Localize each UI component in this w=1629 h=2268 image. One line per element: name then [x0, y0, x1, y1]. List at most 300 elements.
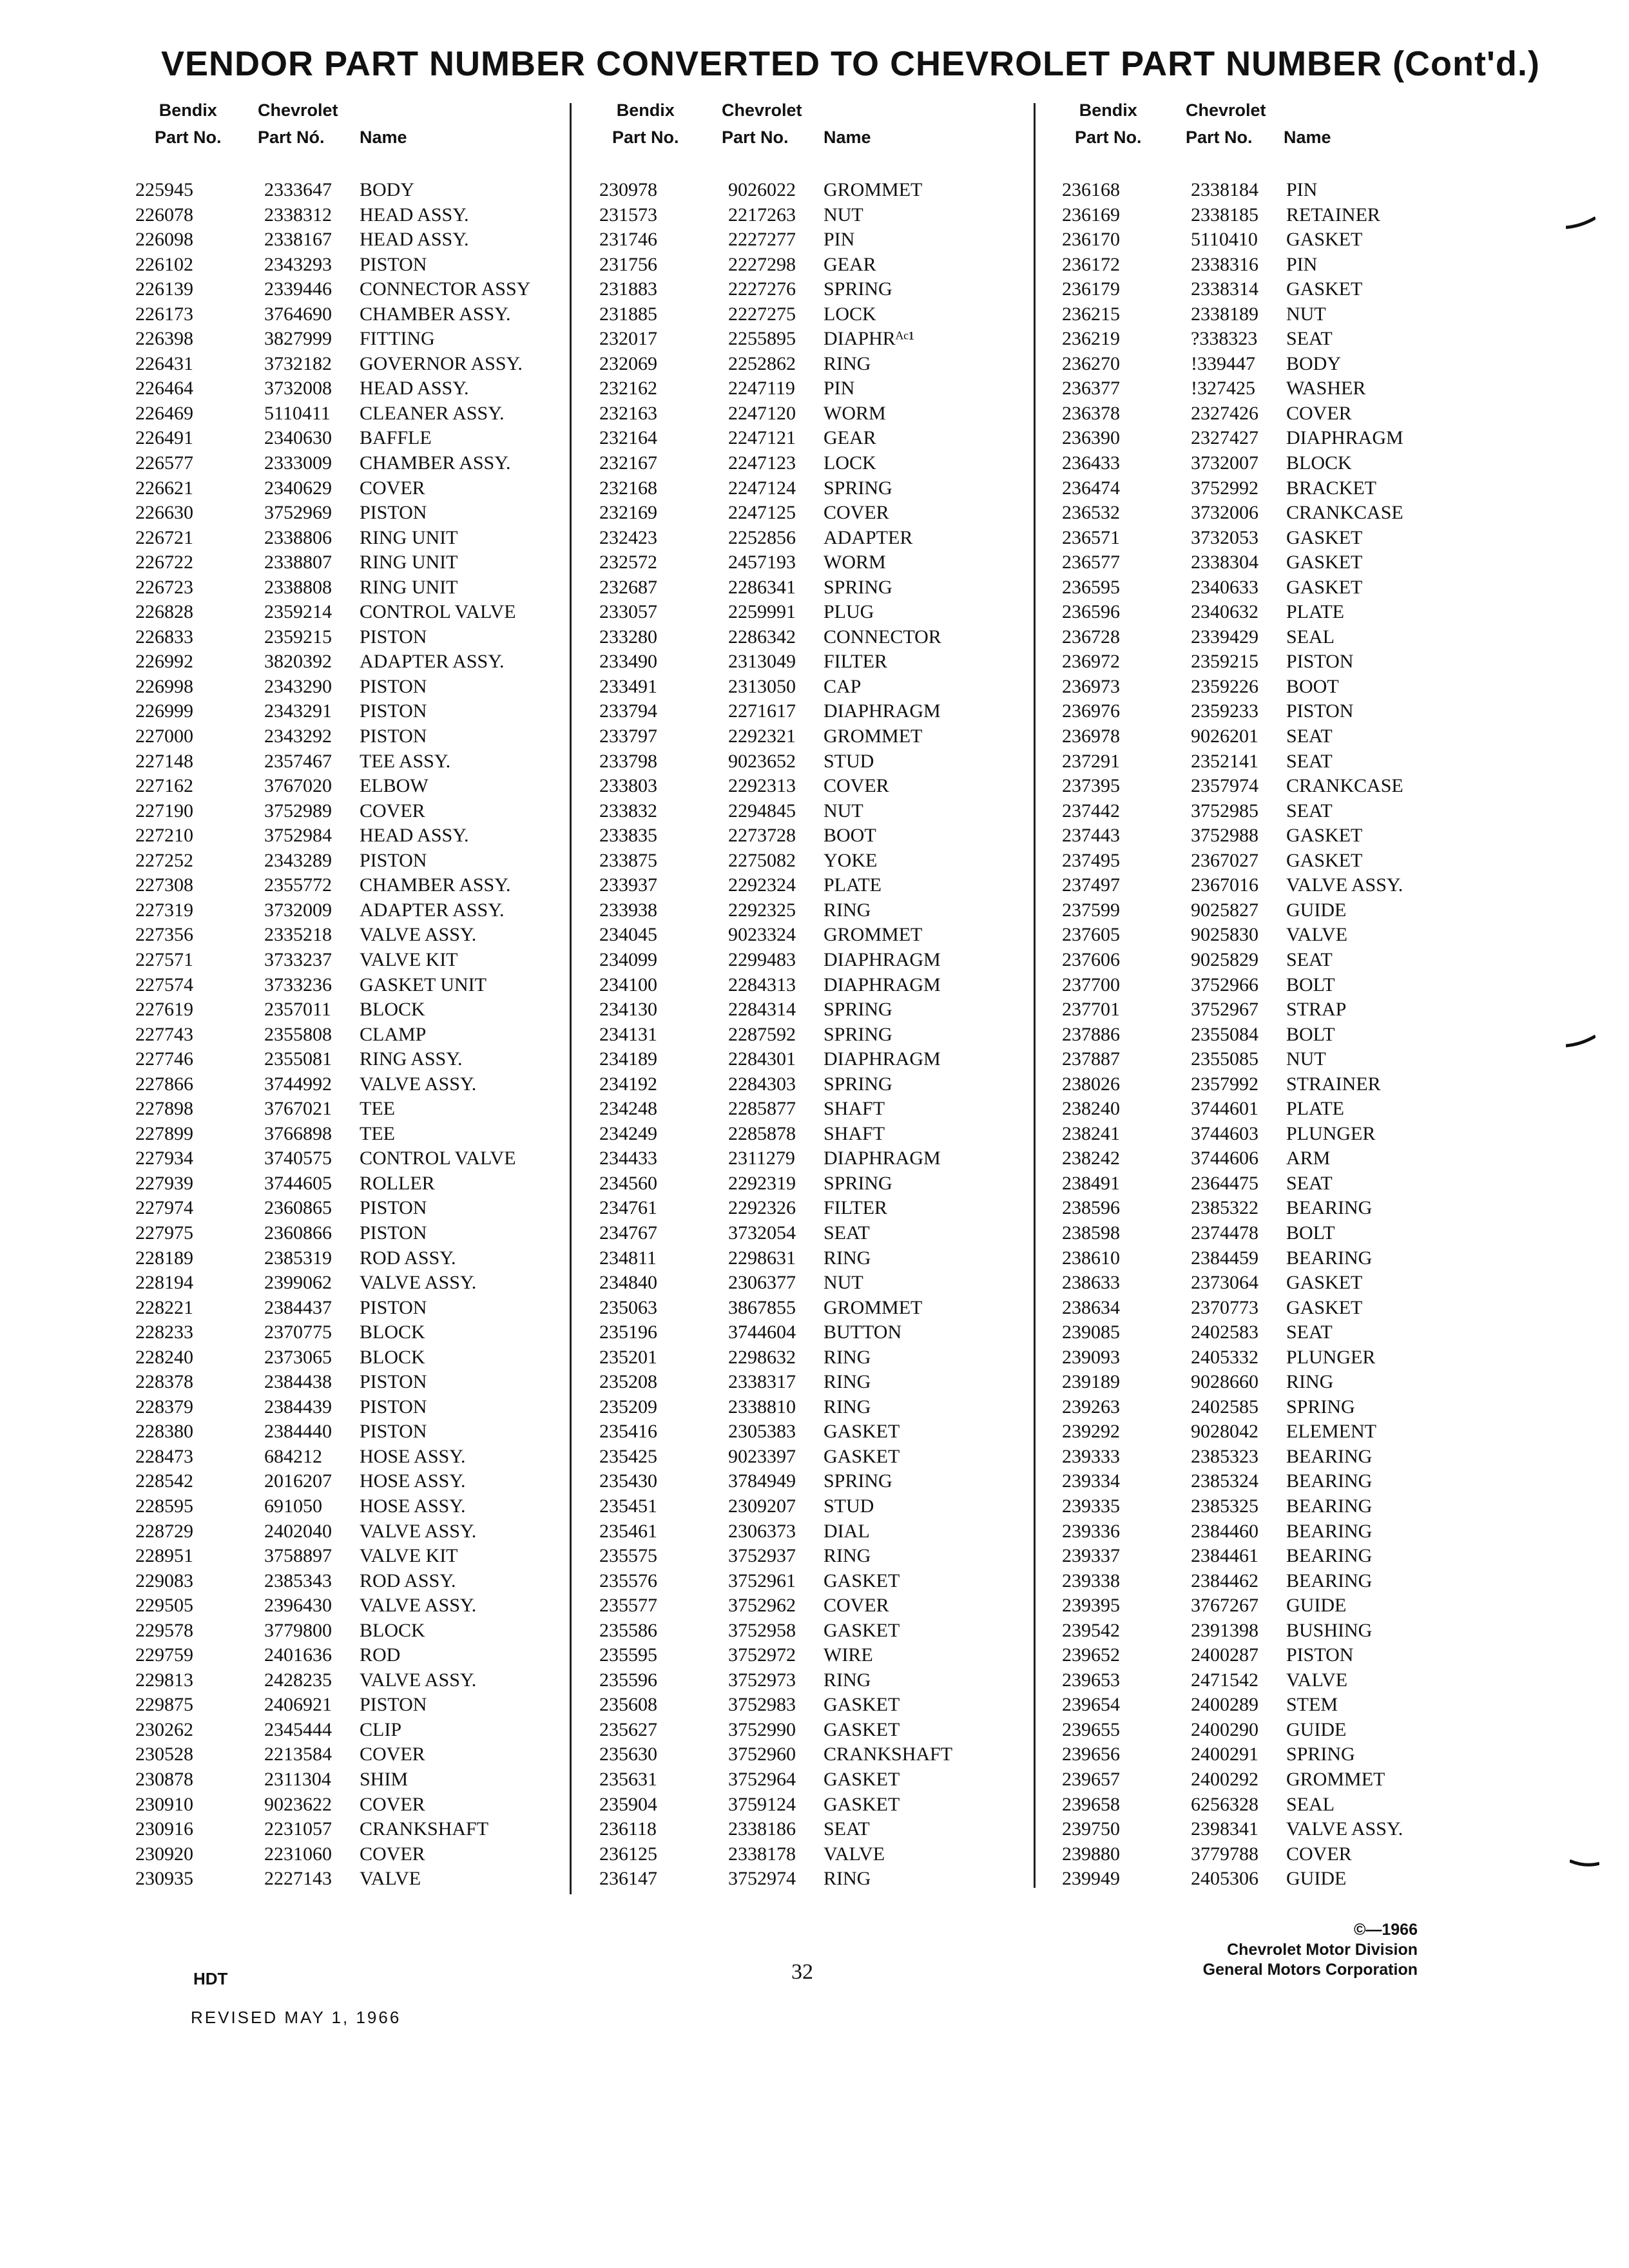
chevrolet-part-number: 2399062: [264, 1272, 332, 1294]
table-row: [1062, 327, 1513, 352]
chevrolet-part-number: 2400292: [1191, 1769, 1258, 1790]
chevrolet-part-number: 2355772: [264, 874, 332, 896]
part-name: BODY: [1286, 352, 1342, 374]
chevrolet-part-number: 2273728: [728, 825, 796, 847]
table-row: [1062, 1221, 1513, 1246]
chevrolet-header-line2: Part No.: [722, 128, 789, 147]
table-row: [1062, 277, 1513, 302]
part-name: BOOT: [824, 825, 876, 847]
part-name: GASKET UNIT: [360, 974, 487, 995]
copyright-year: ©—1966: [1353, 1921, 1418, 1939]
bendix-part-number: 233798: [599, 750, 657, 772]
chevrolet-part-number: 2285877: [728, 1098, 796, 1120]
chevrolet-part-number: 3733236: [264, 974, 332, 995]
table-row: [135, 948, 586, 973]
bendix-part-number: 236571: [1062, 526, 1120, 548]
bendix-part-number: 227308: [135, 874, 193, 896]
part-name: DIAPHRᴬᶜ¹: [824, 328, 915, 350]
part-name: CRANKCASE: [1286, 502, 1403, 524]
part-name: SEAT: [1286, 1321, 1333, 1343]
part-name: COVER: [360, 1744, 425, 1765]
table-row: [599, 1196, 1050, 1221]
table-row: [135, 1569, 586, 1594]
bendix-part-number: 226078: [135, 204, 193, 226]
part-name: PLATE: [1286, 601, 1344, 623]
chevrolet-part-number: 2370773: [1191, 1296, 1258, 1318]
bendix-part-header: [612, 97, 679, 151]
part-name: CRANKSHAFT: [824, 1744, 953, 1765]
bendix-part-number: 236377: [1062, 378, 1120, 399]
chevrolet-part-number: 2338314: [1191, 278, 1258, 300]
part-name: SEAT: [1286, 726, 1333, 747]
chevrolet-part-number: 2252862: [728, 352, 796, 374]
chevrolet-part-number: 3744992: [264, 1073, 332, 1095]
bendix-part-number: 234131: [599, 1023, 657, 1045]
table-row: [599, 1619, 1050, 1644]
bendix-part-number: 239189: [1062, 1371, 1120, 1393]
chevrolet-part-number: 2231060: [264, 1843, 332, 1865]
bendix-part-number: 237605: [1062, 924, 1120, 946]
part-name: SPRING: [824, 1073, 892, 1095]
chevrolet-part-number: 3752969: [264, 502, 332, 524]
table-row: [599, 1544, 1050, 1569]
chevrolet-part-number: 6256328: [1191, 1793, 1258, 1815]
chevrolet-part-number: 3732009: [264, 899, 332, 921]
table-row: [135, 203, 586, 228]
name-header: Name: [360, 128, 407, 147]
table-row: [599, 1171, 1050, 1196]
chevrolet-part-number: 2271617: [728, 700, 796, 722]
bendix-part-number: 235576: [599, 1570, 657, 1591]
part-name: VALVE KIT: [360, 1545, 458, 1567]
bendix-part-number: 239949: [1062, 1868, 1120, 1890]
part-name: PIN: [1286, 179, 1318, 200]
chevrolet-part-number: 3752974: [728, 1868, 796, 1890]
chevrolet-part-number: 2398341: [1191, 1818, 1258, 1840]
part-name: VALVE ASSY.: [360, 1272, 477, 1294]
chevrolet-part-number: 2255895: [728, 328, 796, 350]
chevrolet-part-number: 2259991: [728, 601, 796, 623]
table-row: [1062, 476, 1513, 501]
chevrolet-part-number: 2016207: [264, 1470, 332, 1492]
part-name: BOLT: [1286, 1222, 1335, 1244]
part-name: ADAPTER ASSY.: [360, 651, 505, 673]
chevrolet-part-number: 2355084: [1191, 1023, 1258, 1045]
bendix-part-number: 233937: [599, 874, 657, 896]
part-name: STUD: [824, 750, 874, 772]
bendix-part-number: 226828: [135, 601, 193, 623]
bendix-part-number: 228380: [135, 1421, 193, 1443]
chevrolet-part-number: 3752964: [728, 1769, 796, 1790]
table-row: [599, 501, 1050, 526]
bendix-part-number: 226491: [135, 427, 193, 449]
bendix-part-number: 230528: [135, 1744, 193, 1765]
part-name: GASKET: [1286, 526, 1363, 548]
part-name: SPRING: [824, 576, 892, 598]
bendix-part-number: 226102: [135, 253, 193, 275]
bendix-part-number: 236219: [1062, 328, 1120, 350]
bendix-part-number: 238610: [1062, 1247, 1120, 1269]
part-name: RETAINER: [1286, 204, 1380, 226]
table-row: [599, 649, 1050, 675]
part-name: RING: [824, 1371, 871, 1393]
bendix-part-number: 238634: [1062, 1296, 1120, 1318]
part-name: STRAINER: [1286, 1073, 1381, 1095]
bendix-part-number: 236390: [1062, 427, 1120, 449]
bendix-part-number: 236532: [1062, 502, 1120, 524]
bendix-part-number: 239085: [1062, 1321, 1120, 1343]
chevrolet-part-number: 2306377: [728, 1272, 796, 1294]
table-row: [1062, 1792, 1513, 1818]
bendix-part-number: 238242: [1062, 1148, 1120, 1169]
part-name: ROD: [360, 1644, 401, 1666]
bendix-part-number: 234130: [599, 999, 657, 1021]
bendix-part-number: 228233: [135, 1321, 193, 1343]
table-row: [599, 1693, 1050, 1718]
table-row: [1062, 625, 1513, 650]
chevrolet-part-number: 2287592: [728, 1023, 796, 1045]
bendix-part-number: 234811: [599, 1247, 657, 1269]
table-row: [135, 973, 586, 998]
part-name: PISTON: [360, 1296, 427, 1318]
chevrolet-part-number: 3766898: [264, 1122, 332, 1144]
chevrolet-part-number: 2340629: [264, 477, 332, 499]
table-row: [135, 526, 586, 551]
bendix-part-number: 228240: [135, 1346, 193, 1368]
bendix-part-number: 227356: [135, 924, 193, 946]
chevrolet-part-number: 2247119: [728, 378, 795, 399]
part-name: GASKET: [824, 1793, 900, 1815]
table-row: [599, 1767, 1050, 1792]
part-name: RING: [1286, 1371, 1334, 1393]
part-name: GROMMET: [1286, 1769, 1385, 1790]
part-name: PLUNGER: [1286, 1122, 1376, 1144]
part-name: GASKET: [1286, 1272, 1363, 1294]
chevrolet-part-number: 3752967: [1191, 999, 1258, 1021]
bendix-part-number: 236978: [1062, 726, 1120, 747]
part-name: PIN: [824, 229, 855, 251]
chevrolet-part-number: 2292321: [728, 726, 796, 747]
part-name: PISTON: [360, 502, 427, 524]
table-row: [599, 1494, 1050, 1519]
table-row: [599, 774, 1050, 799]
chevrolet-part-number: 9023622: [264, 1793, 332, 1815]
chevrolet-part-number: 2313050: [728, 675, 796, 697]
bendix-part-number: 236595: [1062, 576, 1120, 598]
part-name: VALVE ASSY.: [1286, 874, 1403, 896]
part-name: VALVE ASSY.: [360, 1595, 477, 1617]
table-row: [599, 401, 1050, 427]
table-row: [599, 849, 1050, 874]
chevrolet-part-number: 2338317: [728, 1371, 796, 1393]
chevrolet-part-number: 3767021: [264, 1098, 332, 1120]
part-name: DIAPHRAGM: [824, 1148, 941, 1169]
table-row: [1062, 203, 1513, 228]
table-row: [1062, 724, 1513, 749]
table-row: [135, 823, 586, 849]
bendix-part-number: 239653: [1062, 1669, 1120, 1691]
table-row: [135, 1445, 586, 1470]
bendix-part-number: 233280: [599, 626, 657, 648]
bendix-part-number: 235631: [599, 1769, 657, 1790]
part-name: BOOT: [1286, 675, 1339, 697]
table-row: [1062, 1593, 1513, 1619]
chevrolet-header-line1: Chevrolet: [258, 101, 338, 120]
bendix-part-number: 232167: [599, 452, 657, 474]
bendix-part-number: 227619: [135, 999, 193, 1021]
table-row: [135, 1395, 586, 1420]
bendix-part-number: 233938: [599, 899, 657, 921]
bendix-part-number: 226723: [135, 576, 193, 598]
bendix-part-number: 227000: [135, 726, 193, 747]
table-row: [1062, 675, 1513, 700]
chevrolet-part-number: 3732008: [264, 378, 332, 399]
table-row: [599, 1817, 1050, 1842]
table-row: [135, 1842, 586, 1867]
part-name: BUSHING: [1286, 1619, 1373, 1641]
part-name: BLOCK: [360, 1321, 425, 1343]
revision-date: REVISED MAY 1, 1966: [191, 2008, 401, 2027]
part-name: SPRING: [1286, 1744, 1355, 1765]
part-name: PIN: [1286, 253, 1318, 275]
table-row: [599, 675, 1050, 700]
table-row: [135, 675, 586, 700]
table-row: [599, 923, 1050, 948]
chevrolet-part-number: 3779788: [1191, 1843, 1258, 1865]
chevrolet-part-number: 3752990: [728, 1718, 796, 1740]
part-name: VALVE ASSY.: [360, 1073, 477, 1095]
chevrolet-part-number: 2340632: [1191, 601, 1258, 623]
part-name: VALVE: [1286, 924, 1348, 946]
bendix-part-number: 234248: [599, 1098, 657, 1120]
bendix-part-number: 227252: [135, 849, 193, 871]
table-row: [1062, 873, 1513, 898]
table-row: [599, 1469, 1050, 1494]
chevrolet-part-number: 2384438: [264, 1371, 332, 1393]
table-row: [135, 724, 586, 749]
chevrolet-part-number: 2227276: [728, 278, 796, 300]
table-row: [1062, 1196, 1513, 1221]
part-name: GASKET: [824, 1694, 900, 1716]
part-name: SEAT: [824, 1818, 870, 1840]
bendix-part-number: 232162: [599, 378, 657, 399]
part-name: COVER: [1286, 1843, 1352, 1865]
part-name: CHAMBER ASSY.: [360, 303, 511, 325]
parts-rows: [599, 178, 1050, 1892]
part-name: GEAR: [824, 427, 876, 449]
part-name: HEAD ASSY.: [360, 825, 469, 847]
chevrolet-header-line2: Part Nó.: [258, 128, 325, 147]
bendix-part-number: 228951: [135, 1545, 193, 1567]
part-name: SPRING: [824, 999, 892, 1021]
chevrolet-part-header: [1186, 97, 1266, 151]
bendix-part-number: 236147: [599, 1868, 657, 1890]
chevrolet-part-number: 2327427: [1191, 427, 1258, 449]
table-row: [1062, 997, 1513, 1023]
bendix-part-number: 236168: [1062, 179, 1120, 200]
chevrolet-part-number: 2298632: [728, 1346, 796, 1368]
chevrolet-part-number: 3752972: [728, 1644, 796, 1666]
part-name: PISTON: [360, 1222, 427, 1244]
table-row: [135, 1494, 586, 1519]
bendix-part-number: 237606: [1062, 948, 1120, 970]
part-name: GROMMET: [824, 1296, 923, 1318]
bendix-part-number: 228379: [135, 1396, 193, 1418]
chevrolet-part-number: 3732054: [728, 1222, 796, 1244]
chevrolet-part-number: 2338312: [264, 204, 332, 226]
bendix-part-number: 226464: [135, 378, 193, 399]
part-name: BEARING: [1286, 1247, 1373, 1269]
table-row: [1062, 948, 1513, 973]
table-row: [599, 1742, 1050, 1767]
bendix-part-number: 232163: [599, 402, 657, 424]
table-row: [135, 1171, 586, 1196]
bendix-part-number: 228595: [135, 1495, 193, 1517]
part-name: FILTER: [824, 651, 887, 673]
part-name: GROMMET: [824, 726, 923, 747]
bendix-part-number: 234249: [599, 1122, 657, 1144]
bendix-part-number: 227210: [135, 825, 193, 847]
bendix-part-number: 228378: [135, 1371, 193, 1393]
table-row: [1062, 575, 1513, 601]
bendix-part-number: 229759: [135, 1644, 193, 1666]
part-name: TEE: [360, 1122, 395, 1144]
table-row: [599, 1320, 1050, 1345]
part-name: CLEANER ASSY.: [360, 402, 505, 424]
chevrolet-part-number: 2284301: [728, 1048, 796, 1070]
part-name: BLOCK: [360, 1346, 425, 1368]
part-name: ELEMENT: [1286, 1421, 1376, 1443]
column-divider: [570, 103, 572, 1894]
table-row: [1062, 1693, 1513, 1718]
chevrolet-part-number: 2373064: [1191, 1272, 1258, 1294]
corporation-name: General Motors Corporation: [1202, 1961, 1418, 1979]
chevrolet-part-number: 2339429: [1191, 626, 1258, 648]
chevrolet-part-number: 3784949: [728, 1470, 796, 1492]
bendix-part-number: 230920: [135, 1843, 193, 1865]
chevrolet-part-number: 2359215: [264, 626, 332, 648]
part-name: DIAPHRAGM: [824, 948, 941, 970]
bendix-part-number: 226577: [135, 452, 193, 474]
page-number: 32: [791, 1960, 813, 1984]
part-name: COVER: [824, 502, 889, 524]
bendix-part-number: 233803: [599, 775, 657, 797]
table-row: [599, 1718, 1050, 1743]
table-row: [1062, 426, 1513, 451]
bendix-part-number: 235630: [599, 1744, 657, 1765]
bendix-part-number: 228729: [135, 1520, 193, 1542]
part-name: TEE: [360, 1098, 395, 1120]
bendix-part-number: 226833: [135, 626, 193, 648]
table-row: [599, 302, 1050, 327]
chevrolet-part-number: 2384437: [264, 1296, 332, 1318]
table-row: [135, 376, 586, 401]
part-name: PISTON: [360, 700, 427, 722]
bendix-part-number: 227975: [135, 1222, 193, 1244]
bendix-part-number: 236976: [1062, 700, 1120, 722]
bendix-part-number: 228221: [135, 1296, 193, 1318]
bendix-part-number: 231883: [599, 278, 657, 300]
table-row: [1062, 1842, 1513, 1867]
bendix-part-number: 232164: [599, 427, 657, 449]
part-name: BAFFLE: [360, 427, 432, 449]
part-name: BODY: [360, 179, 415, 200]
table-row: [1062, 401, 1513, 427]
chevrolet-part-number: 9026022: [728, 179, 796, 200]
chevrolet-part-number: 2343289: [264, 849, 332, 871]
part-name: GASKET: [824, 1445, 900, 1467]
bendix-part-number: 226621: [135, 477, 193, 499]
chevrolet-part-number: 2286341: [728, 576, 796, 598]
bendix-part-number: 235627: [599, 1718, 657, 1740]
table-row: [135, 401, 586, 427]
table-row: [599, 253, 1050, 278]
part-name: SPRING: [824, 1172, 892, 1194]
chevrolet-part-number: 2359215: [1191, 651, 1258, 673]
part-name: DIAPHRAGM: [824, 974, 941, 995]
bendix-part-number: 237395: [1062, 775, 1120, 797]
part-name: CONTROL VALVE: [360, 1148, 516, 1169]
chevrolet-part-number: 3733237: [264, 948, 332, 970]
table-row: [135, 1196, 586, 1221]
table-row: [135, 699, 586, 724]
part-name: LOCK: [824, 452, 876, 474]
table-row: [599, 526, 1050, 551]
part-name: VALVE ASSY.: [360, 1669, 477, 1691]
table-row: [599, 1296, 1050, 1321]
bendix-part-number: 237442: [1062, 800, 1120, 822]
part-name: GUIDE: [1286, 899, 1347, 921]
bendix-part-number: 236433: [1062, 452, 1120, 474]
bendix-part-number: 235208: [599, 1371, 657, 1393]
part-name: DIAPHRAGM: [824, 1048, 941, 1070]
chevrolet-part-number: 3767267: [1191, 1595, 1258, 1617]
table-row: [1062, 799, 1513, 824]
table-row: [599, 1419, 1050, 1445]
chevrolet-part-number: 2359214: [264, 601, 332, 623]
table-row: [135, 327, 586, 352]
bendix-part-number: 239542: [1062, 1619, 1120, 1641]
bendix-part-number: 230910: [135, 1793, 193, 1815]
bendix-part-number: 231756: [599, 253, 657, 275]
table-row: [135, 774, 586, 799]
bendix-part-number: 230935: [135, 1868, 193, 1890]
chevrolet-part-number: 2370775: [264, 1321, 332, 1343]
table-row: [135, 749, 586, 774]
table-row: [599, 997, 1050, 1023]
chevrolet-part-number: 3752973: [728, 1669, 796, 1691]
bendix-part-number: 236169: [1062, 204, 1120, 226]
bendix-part-number: 234840: [599, 1272, 657, 1294]
table-row: [599, 948, 1050, 973]
table-row: [135, 1320, 586, 1345]
chevrolet-part-number: 3759124: [728, 1793, 796, 1815]
bendix-part-number: 229505: [135, 1595, 193, 1617]
bendix-part-number: 238241: [1062, 1122, 1120, 1144]
table-row: [135, 600, 586, 625]
table-row: [599, 799, 1050, 824]
chevrolet-part-number: 2227143: [264, 1868, 332, 1890]
table-row: [135, 1792, 586, 1818]
table-row: [1062, 1047, 1513, 1072]
part-name: CLIP: [360, 1718, 402, 1740]
chevrolet-part-number: 2247120: [728, 402, 796, 424]
part-name: GASKET: [1286, 576, 1363, 598]
parts-rows: [135, 178, 586, 1892]
bendix-part-number: 239395: [1062, 1595, 1120, 1617]
table-row: [1062, 1345, 1513, 1370]
table-row: [135, 1146, 586, 1171]
